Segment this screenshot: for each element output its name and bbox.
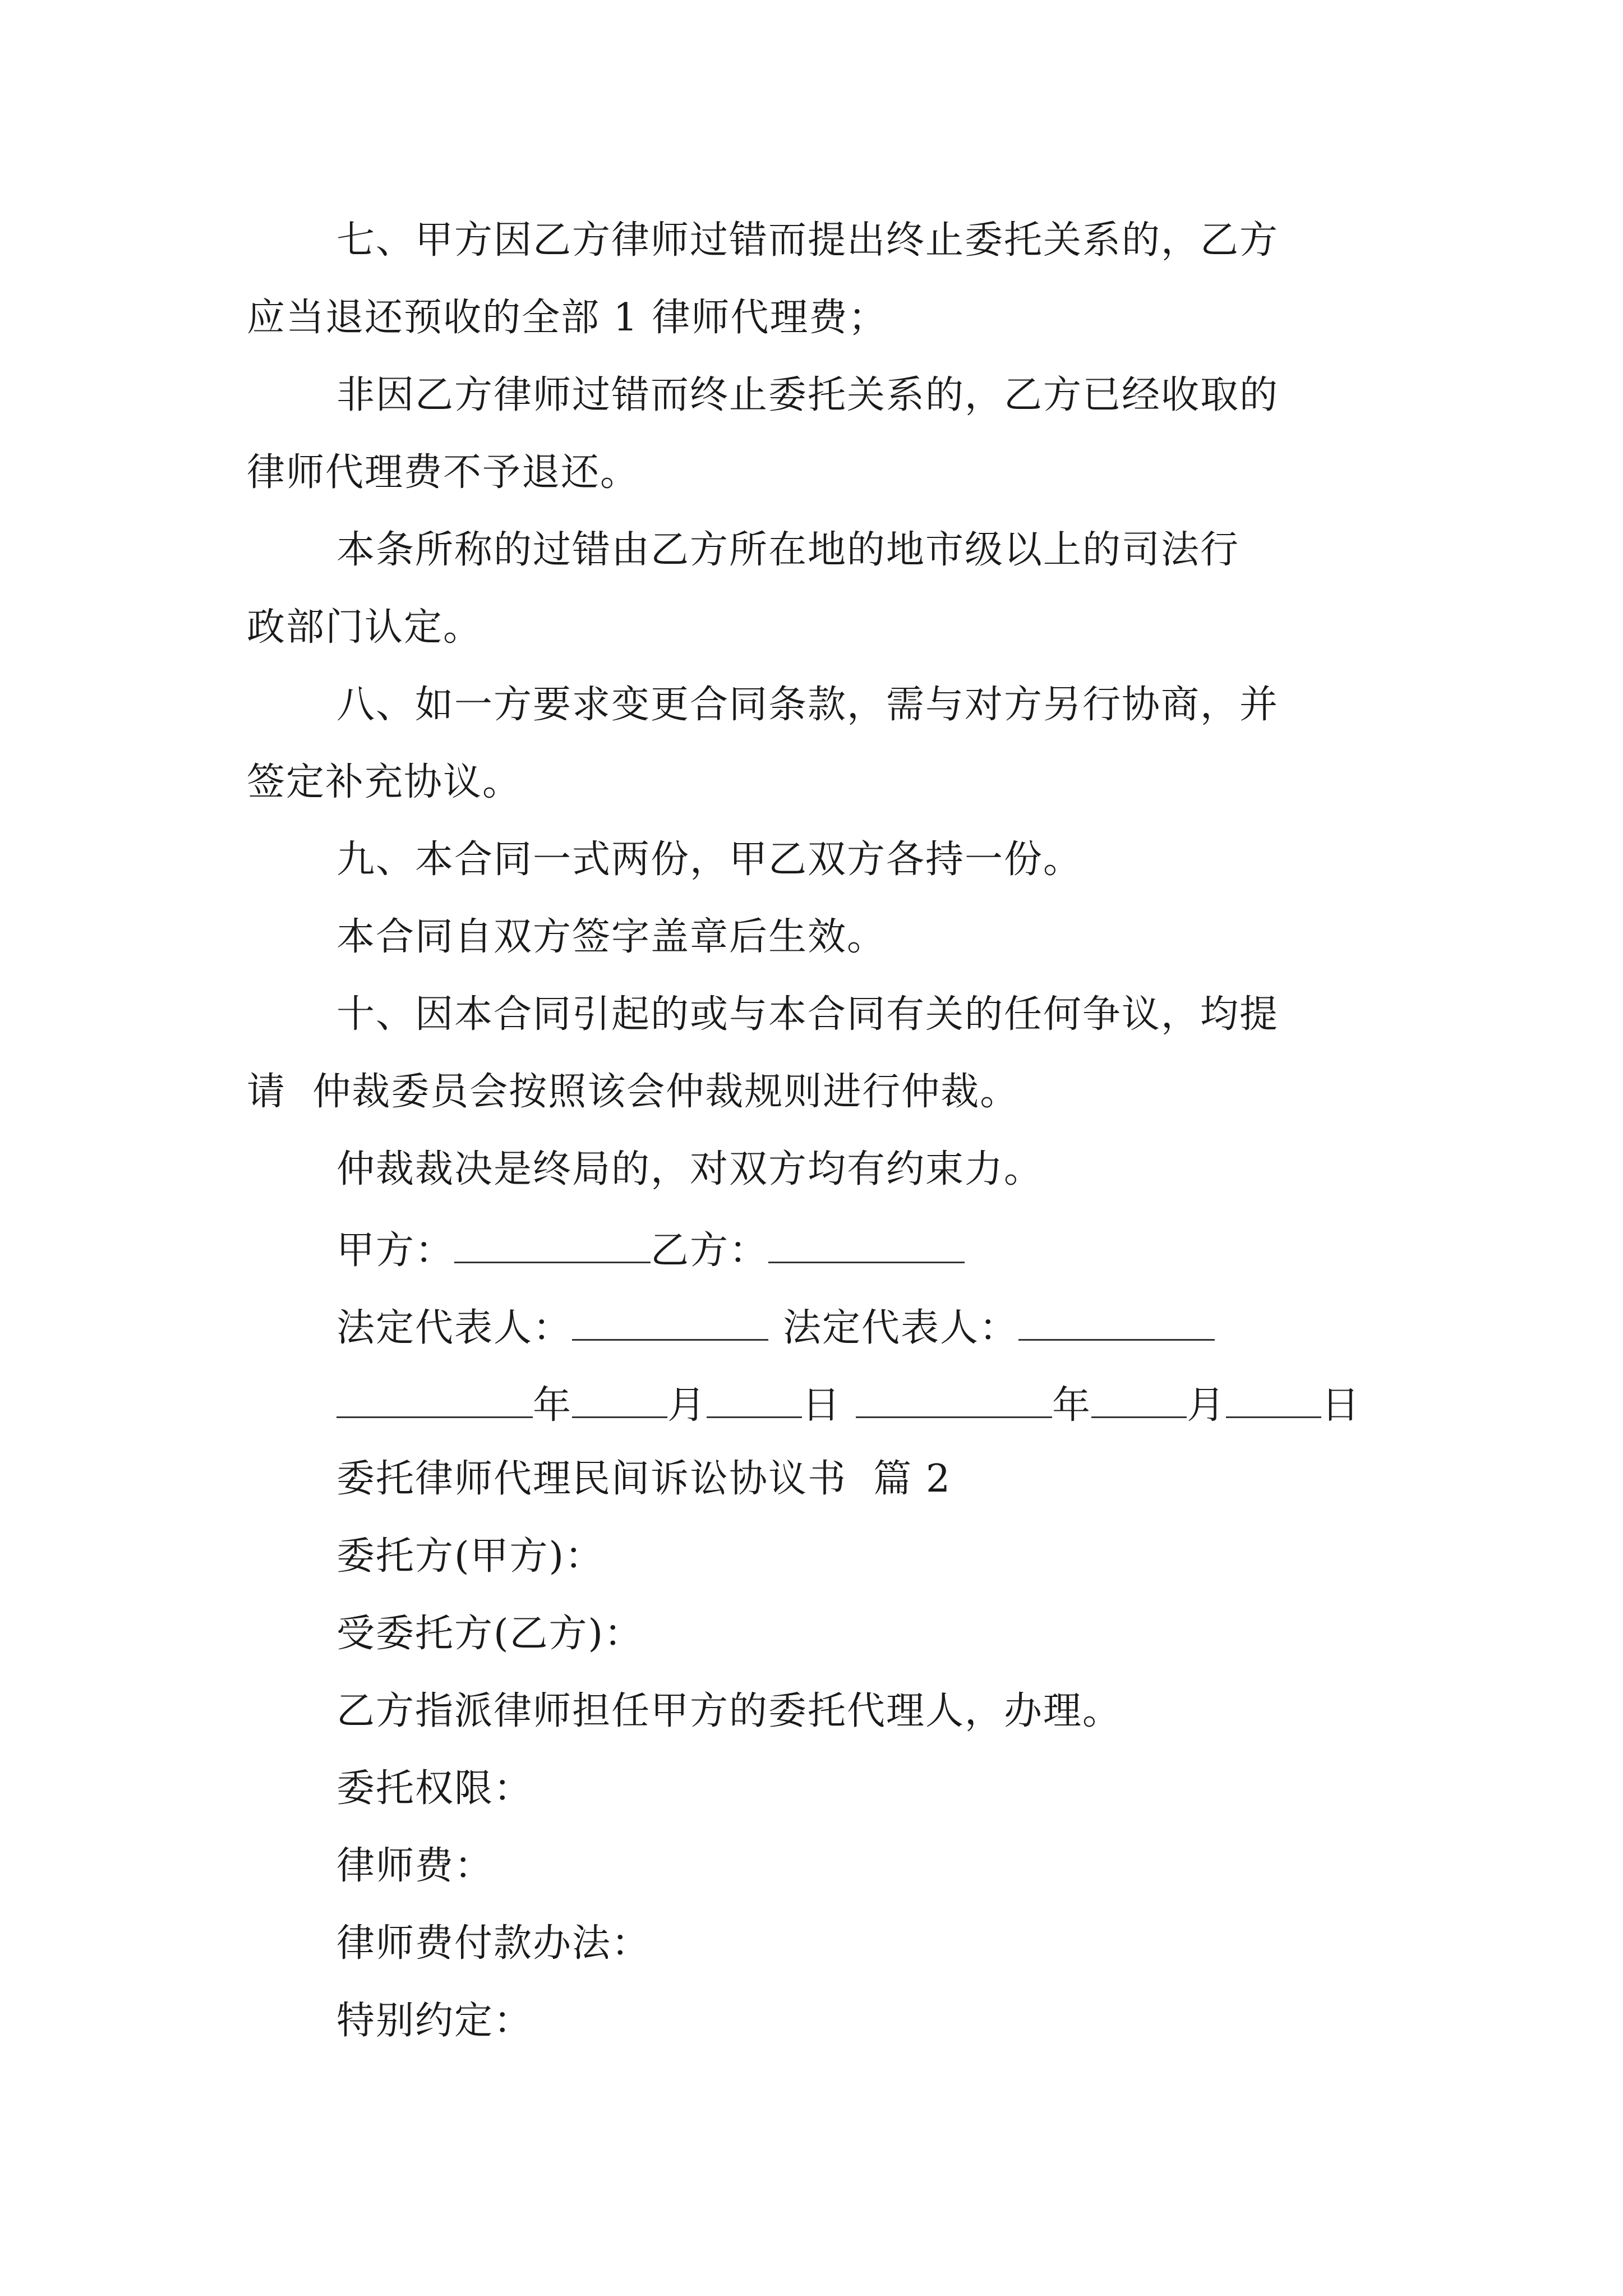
party-b-blank[interactable] <box>768 1228 965 1263</box>
para8-line2: 签定补充协议。 <box>247 760 522 804</box>
section2-title: 委托律师代理民间诉讼协议书 篇 2 <box>336 1457 952 1501</box>
para7c-line2: 政部门认定。 <box>247 605 483 650</box>
para7-line2: 应当退还预收的全部 1 律师代理费； <box>247 296 888 340</box>
date-a-year-blank[interactable] <box>336 1383 533 1418</box>
para7c-line1: 本条所称的过错由乙方所在地的地市级以上的司法行 <box>336 528 1240 572</box>
signature-dates-row <box>336 1383 1361 1428</box>
date-a-day-blank[interactable] <box>707 1383 802 1418</box>
para9: 九、本合同一式两份，甲乙双方各持一份。 <box>336 838 1083 882</box>
payment-label: 律师费付款办法： <box>336 1921 651 1966</box>
date-a-month-blank[interactable] <box>572 1383 667 1418</box>
para7b-line2: 律师代理费不予退还。 <box>247 450 640 495</box>
date-b-day: 日 <box>1321 1383 1361 1428</box>
date-b-year: 年 <box>1052 1383 1092 1428</box>
date-b-month: 月 <box>1187 1383 1227 1428</box>
rep-b-blank[interactable] <box>1018 1305 1215 1341</box>
date-b-year-blank[interactable] <box>856 1383 1052 1418</box>
para10-line2: 请 仲裁委员会按照该会仲裁规则进行仲裁。 <box>247 1070 1020 1114</box>
date-a-day: 日 <box>802 1383 842 1428</box>
assign-clause: 乙方指派律师担任甲方的委托代理人，办理。 <box>336 1689 1122 1733</box>
agent-label: 受委托方(乙方)： <box>336 1612 644 1656</box>
para7-line1: 七、甲方因乙方律师过错而提出终止委托关系的，乙方 <box>336 218 1279 263</box>
para8-line1: 八、如一方要求变更合同条款，需与对方另行协商，并 <box>336 683 1279 727</box>
signature-parties-row <box>336 1228 965 1273</box>
date-a-month: 月 <box>667 1383 707 1428</box>
para7b-line1: 非因乙方律师过错而终止委托关系的，乙方已经收取的 <box>336 373 1279 417</box>
party-a-label: 甲方： <box>336 1228 455 1273</box>
rep-a-blank[interactable] <box>572 1305 768 1341</box>
client-label: 委托方(甲方)： <box>336 1534 605 1579</box>
party-b-label: 乙方： <box>651 1228 769 1273</box>
date-b-month-blank[interactable] <box>1091 1383 1187 1418</box>
special-terms-label: 特别约定： <box>336 1999 533 2043</box>
party-a-blank[interactable] <box>454 1228 651 1263</box>
fee-label: 律师费： <box>336 1844 494 1888</box>
para9b: 本合同自双方签字盖章后生效。 <box>336 915 887 959</box>
signature-reps-row <box>336 1305 1215 1350</box>
rep-b-label: 法定代表人： <box>783 1306 1019 1350</box>
rep-a-label: 法定代表人： <box>336 1306 573 1350</box>
authority-label: 委托权限： <box>336 1766 533 1811</box>
para10-line1: 十、因本合同引起的或与本合同有关的任何争议，均提 <box>336 992 1279 1037</box>
date-b-day-blank[interactable] <box>1226 1383 1321 1418</box>
para10b: 仲裁裁决是终局的，对双方均有约束力。 <box>336 1147 1044 1191</box>
date-a-year: 年 <box>533 1383 573 1428</box>
